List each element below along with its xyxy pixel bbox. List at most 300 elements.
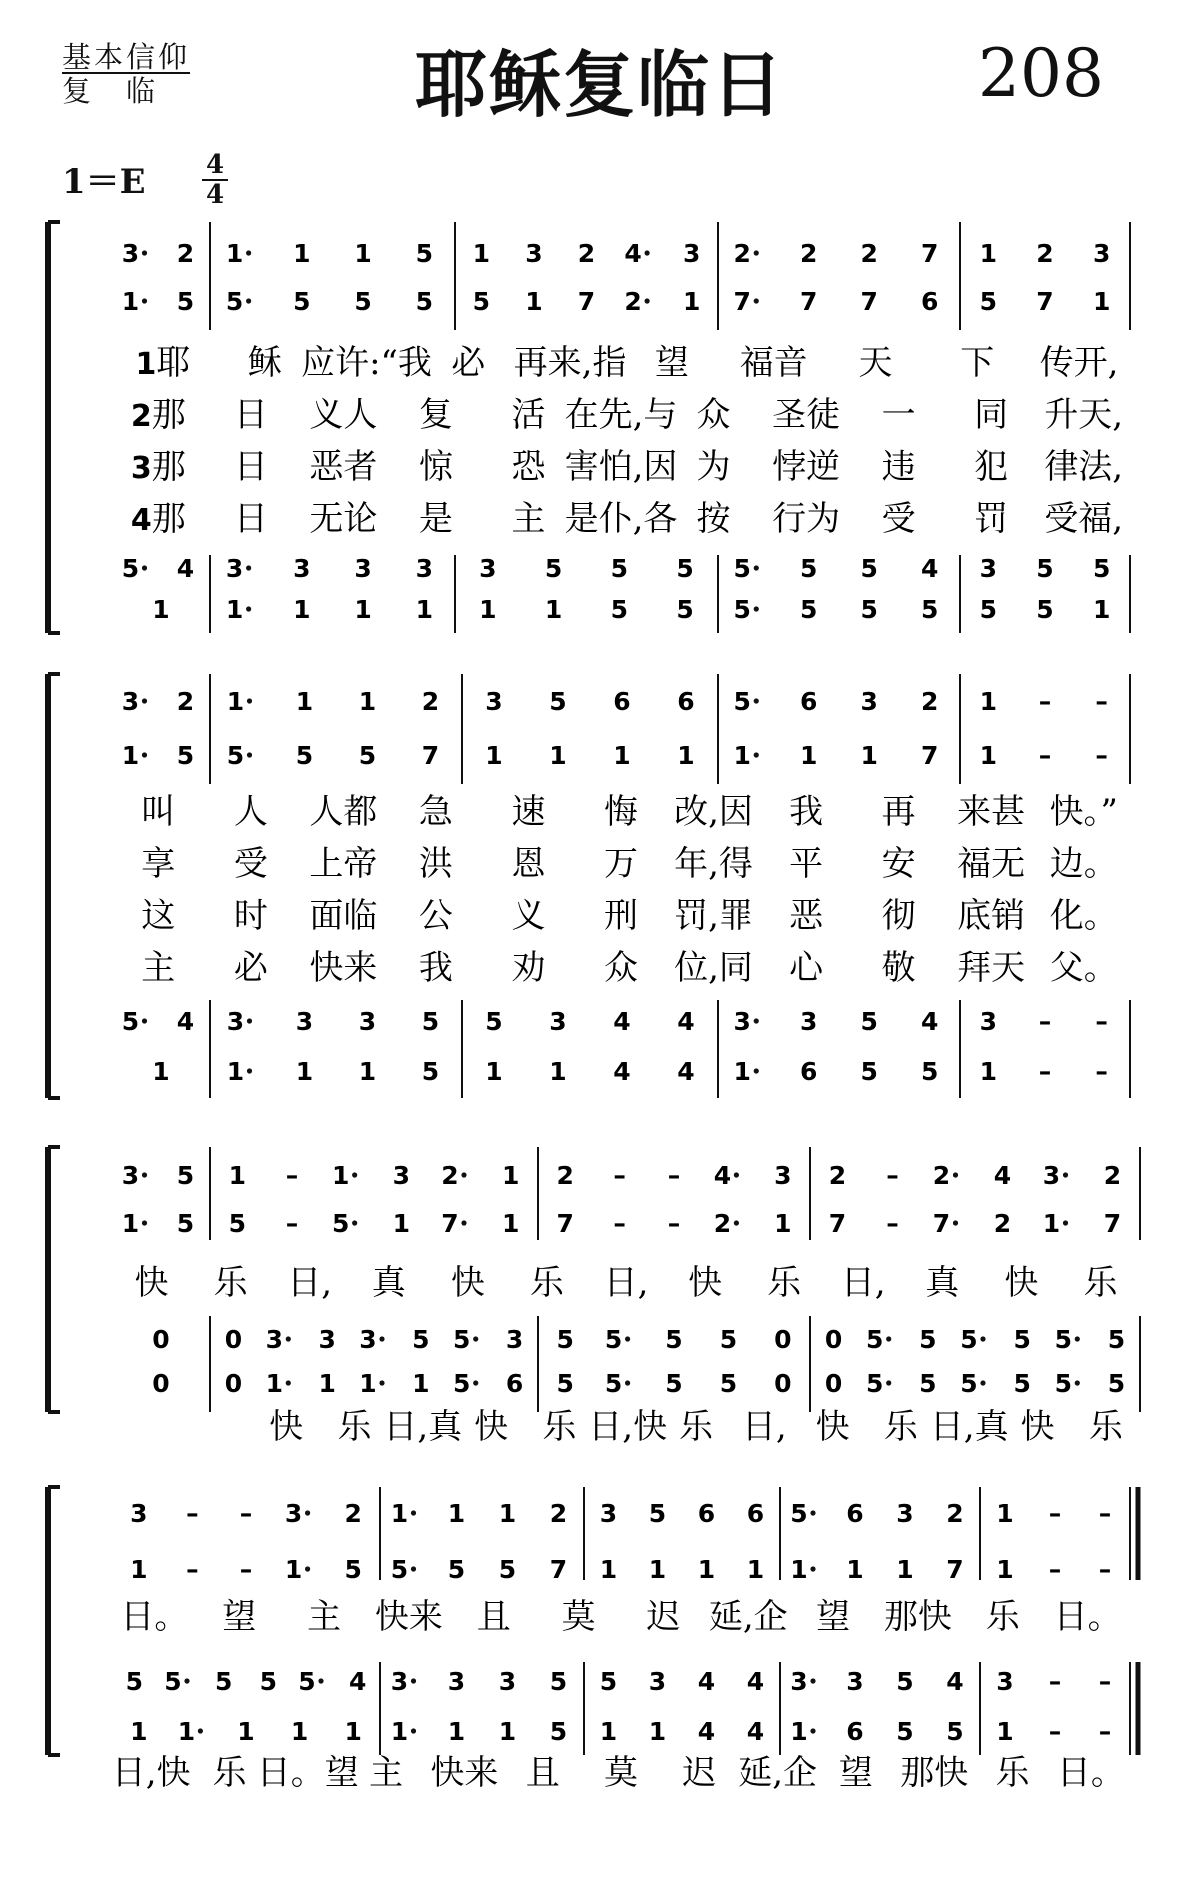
system-3-lyric-upper-9: 日,: [840, 1263, 886, 1303]
system-3-tenor-m1-n4: 5: [412, 1325, 430, 1354]
system-4-tenor-m1-n0: 3: [390, 1667, 409, 1696]
system-1-verse-3-0: [131, 447, 186, 487]
system-3-tenor-m3-n1: 5: [866, 1325, 884, 1354]
system-3-lyric-upper-11: 快: [1004, 1263, 1039, 1303]
system-4-soprano-m1-n1: 1: [447, 1499, 466, 1528]
system-2-tenor-m3-n3: 4: [921, 1007, 939, 1036]
system-2-alto-m3-n0: 1: [733, 741, 751, 770]
system-3-bass-m3-n1-dot: [886, 1380, 891, 1385]
system-2-verse-4-6: 位,同: [674, 948, 753, 988]
system-3-bass-m1-n0: 0: [224, 1369, 243, 1398]
system-3-tenor-m2-n0: 5: [556, 1325, 574, 1354]
system-2-tenor-m2-n1: 3: [549, 1007, 567, 1036]
system-1-verse-1-0: [135, 343, 190, 383]
lyric-text: 那: [151, 447, 186, 487]
system-3-lyric-lower-11: 快: [1020, 1407, 1055, 1447]
system-3-alto-m1-n1: –: [285, 1209, 299, 1238]
system-3-tenor-m1-n1: 3: [265, 1325, 283, 1354]
system-1-tenor-m3-n0-dot: [754, 565, 759, 570]
system-2-bass-m2-n0: 1: [485, 1057, 503, 1086]
system-1-soprano-m3-n2: 2: [860, 239, 878, 268]
system-3-tenor-m2-n2: 5: [665, 1325, 683, 1354]
system-3-lyric-lower-9: 乐: [883, 1407, 918, 1447]
system-2-soprano-m3-n0-dot: [754, 698, 759, 703]
system-3-soprano-m2-n4: 3: [774, 1161, 792, 1190]
system-3-soprano-m1-n3: 3: [392, 1161, 411, 1190]
system-1-tenor-m1-n0: 3: [225, 554, 244, 583]
system-3-bass-m1-n4: 1: [412, 1369, 430, 1398]
system-2-soprano-m3-n0: 5: [733, 687, 751, 716]
system-1-soprano-m0-n0: 3: [121, 239, 140, 268]
system-1-alto-m1-n2: 5: [354, 287, 372, 316]
system-3-bass-m1-n3: 1: [359, 1369, 377, 1398]
system-1-soprano-m1-n0-dot: [246, 250, 251, 255]
system-2-alto-m2-n1: 1: [549, 741, 567, 770]
system-2-alto-m2-n2: 1: [613, 741, 631, 770]
system-2-verse-3-9: 底销: [957, 896, 1026, 936]
system-2-verse-2-1: 受: [233, 844, 268, 884]
system-1-tenor-m1-n3: 3: [415, 554, 434, 583]
system-2-verse-4-8: 敬: [881, 948, 916, 988]
system-2-bass-m2-n3: 4: [677, 1057, 695, 1086]
system-4-alto-m0-n4: 5: [344, 1555, 362, 1584]
system-4-soprano-m1-n3: 2: [549, 1499, 568, 1528]
system-4-bass-m1-n2: 1: [498, 1717, 517, 1746]
system-4-soprano-m4-n2: –: [1098, 1499, 1112, 1528]
system-1-soprano-m1-n2: 1: [354, 239, 372, 268]
system-3-lyric-upper-5: 乐: [529, 1263, 564, 1303]
system-2-verse-2-5: 万: [604, 844, 638, 884]
system-1-bass-m3-n1: 5: [800, 595, 818, 624]
system-2-verse-3-6: 罚,罪: [674, 896, 753, 936]
system-2-tenor-m1-n2: 3: [358, 1007, 377, 1036]
system-1-verse-3-1: 日: [233, 447, 268, 487]
system-4-tenor-m0-n3: 5: [259, 1667, 278, 1696]
system-2-alto-m3-n0-dot: [754, 752, 759, 757]
system-2-tenor-m1-n1: 3: [295, 1007, 314, 1036]
system-3-soprano-m3-n0: 2: [828, 1161, 847, 1190]
system-4-tenor-m1-n0-dot: [411, 1678, 416, 1683]
system-3-lyric-lower-7: 日,: [741, 1407, 787, 1447]
system-3-lyric-upper-10: 真: [925, 1263, 960, 1303]
system-1-verse-1-8: 下: [960, 343, 995, 383]
system-4-tenor-m1-n1: 3: [447, 1667, 466, 1696]
system-1-soprano-m2-n4: 3: [682, 239, 701, 268]
system-1-alto-m2-n2: 7: [577, 287, 596, 316]
system-3-tenor-m2-n4: 0: [774, 1325, 792, 1354]
system-2-verse-4-3: 我: [418, 948, 453, 988]
system-3-bass-m1-n6: 6: [505, 1369, 524, 1398]
system-3-bass-m1-n3-dot: [379, 1380, 384, 1385]
system-1-verse-3-5: 害怕,因: [564, 447, 678, 487]
system-1-alto-m3-n0: 7: [733, 287, 751, 316]
system-2-verse-1-7: 我: [789, 792, 824, 832]
system-4-tenor-m3-n1: 3: [846, 1667, 864, 1696]
system-3-alto-m0-n0: 1: [121, 1209, 140, 1238]
system-2-verse-1-0: 叫: [141, 792, 176, 832]
system-3-soprano-m2-n2: –: [667, 1161, 681, 1190]
lyric-text: 耶: [156, 343, 191, 383]
system-3-tenor-m3-n0: 0: [824, 1325, 843, 1354]
system-3-tenor-m2-n1: 5: [604, 1325, 623, 1354]
system-1-bass-m3-n0-dot: [754, 606, 759, 611]
system-1-soprano-m1-n1: 1: [293, 239, 311, 268]
system-2-soprano-m2-n1: 5: [549, 687, 567, 716]
system-3-lyric-lower-5: 日,快: [588, 1407, 668, 1447]
system-1-tenor-m2-n1: 5: [544, 554, 563, 583]
system-4-alto-m2-n3: 1: [746, 1555, 765, 1584]
system-4-alto-m1-n2: 5: [498, 1555, 517, 1584]
system-4-tenor-m4-n1: –: [1048, 1667, 1062, 1696]
system-3-lyric-upper-4: 快: [450, 1263, 485, 1303]
system-1-tenor-m3-n3: 4: [921, 554, 939, 583]
system-3-soprano-m1-n2-dot: [352, 1172, 357, 1177]
system-2-alto-m0-n0: 1: [121, 741, 140, 770]
system-1-bass-m2-n2: 5: [610, 595, 629, 624]
system-2-soprano-m1-n3: 2: [421, 687, 440, 716]
system-1-verse-4-3: 是: [418, 499, 453, 539]
system-3-lyric-lower-0: 快: [269, 1407, 304, 1447]
system-3-soprano-m3-n4-dot: [1063, 1172, 1068, 1177]
system-2-bass-m4-n0: 1: [979, 1057, 998, 1086]
system-4-tenor-m2-n2: 4: [697, 1667, 716, 1696]
system-2-soprano-m2-n0: 3: [485, 687, 503, 716]
system-1-tenor-m2-n2: 5: [610, 554, 629, 583]
system-3-tenor-m3-n5: 5: [1054, 1325, 1072, 1354]
system-2-bass-m2-n1: 1: [549, 1057, 567, 1086]
system-4-lyric-upper-7: 延,企: [708, 1597, 788, 1637]
system-2-tenor-m0-n0-dot: [142, 1018, 147, 1023]
system-3-lyric-upper-6: 日,: [603, 1263, 649, 1303]
system-2-tenor-m3-n1: 3: [800, 1007, 818, 1036]
system-1-tenor-m1-n0-dot: [246, 565, 251, 570]
system-2-alto-m1-n0-dot: [247, 752, 252, 757]
system-3-tenor-m1-n3-dot: [379, 1336, 384, 1341]
system-3-bass-m3-n3: 5: [960, 1369, 978, 1398]
system-4-alto-m1-n0: 5: [390, 1555, 409, 1584]
system-2-verse-4-4: 劝: [511, 948, 546, 988]
system-4-lyric-upper-11: 日。: [1053, 1597, 1122, 1637]
system-3-bass-m3-n6: 5: [1107, 1369, 1126, 1398]
system-3-bass-m3-n3-dot: [980, 1380, 985, 1385]
system-1-alto-m2-n3-dot: [645, 298, 650, 303]
system-3-soprano-m1-n4-dot: [461, 1172, 466, 1177]
system-3-alto-m1-n0: 5: [228, 1209, 247, 1238]
system-2-verse-3-7: 恶: [789, 896, 824, 936]
system-1-bass-m1-n2: 1: [354, 595, 372, 624]
system-3-tenor-m1-n6: 3: [505, 1325, 524, 1354]
key-signature: 1＝E: [62, 162, 146, 202]
system-4-bass-m0-n4: 1: [344, 1717, 362, 1746]
system-4-soprano-m1-n2: 1: [498, 1499, 517, 1528]
system-4-bass-m2-n0: 1: [599, 1717, 618, 1746]
system-3-soprano-m0-n0: 3: [121, 1161, 140, 1190]
system-3-lyric-upper-2: 日,: [287, 1263, 333, 1303]
system-4-alto-m2-n2: 1: [697, 1555, 716, 1584]
system-2-tenor-m4-n0: 3: [979, 1007, 998, 1036]
system-1-soprano-m0-n0-dot: [142, 250, 147, 255]
system-3-tenor-m3-n1-dot: [886, 1336, 891, 1341]
system-3-bass-m2-n0: 5: [556, 1369, 574, 1398]
system-1-soprano-m4-n0: 1: [979, 239, 998, 268]
system-2-alto-m0-n0-dot: [142, 752, 147, 757]
system-4-soprano-m3-n3: 2: [946, 1499, 964, 1528]
system-1-verse-1-7: 天: [858, 343, 893, 383]
system-4-lyric-lower-3: 主: [369, 1753, 404, 1793]
system-4-alto-m0-n0: 1: [130, 1555, 148, 1584]
system-2-bass-m0-n0: 1: [152, 1057, 170, 1086]
system-4-tenor-m4-n2: –: [1098, 1667, 1112, 1696]
system-4-tenor-m2-n3: 4: [746, 1667, 765, 1696]
system-2-soprano-m1-n2: 1: [358, 687, 377, 716]
system-4-soprano-m2-n3: 6: [746, 1499, 765, 1528]
system-4-tenor-m1-n3: 5: [549, 1667, 568, 1696]
system-4-bass-m0-n0: 1: [130, 1717, 148, 1746]
system-1-verse-4-6: 按: [696, 499, 731, 539]
system-3-tenor-m3-n6: 5: [1107, 1325, 1126, 1354]
system-1-verse-4-8: 受: [881, 499, 916, 539]
system-1-verse-1-3: 必: [451, 343, 486, 383]
system-4-bass-m3-n0: 1: [790, 1717, 808, 1746]
system-2-verse-1-2: 人都: [309, 792, 378, 832]
system-1-tenor-m1-n2: 3: [354, 554, 372, 583]
system-1-bass-m2-n3: 5: [676, 595, 694, 624]
system-2-soprano-m1-n0: 1: [226, 687, 245, 716]
system-1-verse-2-5: 在先,与: [564, 395, 678, 435]
system-2-tenor-m0-n0: 5: [121, 1007, 140, 1036]
system-4-bass-m4-n2: –: [1098, 1717, 1112, 1746]
system-2-soprano-m0-n0: 3: [121, 687, 140, 716]
system-2-verse-3-8: 彻: [881, 896, 916, 936]
system-4-tenor-m3-n2: 5: [896, 1667, 914, 1696]
system-3-alto-m1-n3: 1: [392, 1209, 411, 1238]
system-2-verse-3-0: 这: [141, 896, 176, 936]
system-1-verse-3-6: 为: [696, 447, 731, 487]
system-3-bass-m3-n1: 5: [866, 1369, 884, 1398]
system-3-alto-m3-n5: 7: [1103, 1209, 1122, 1238]
system-4-bass-m0-n1: 1: [177, 1717, 196, 1746]
system-3-alto-m3-n1: –: [886, 1209, 899, 1238]
system-3-alto-m2-n2: –: [667, 1209, 681, 1238]
system-3-lyric-upper-3: 真: [371, 1263, 406, 1303]
system-1-verse-2-8: 一: [881, 395, 916, 435]
system-3-alto-m2-n4: 1: [774, 1209, 792, 1238]
system-1-alto-m1-n0: 5: [225, 287, 244, 316]
system-4-tenor-m4-n0: 3: [996, 1667, 1014, 1696]
system-2-verse-1-6: 改,因: [674, 792, 753, 832]
system-2-bass-m4-n1: –: [1038, 1057, 1052, 1086]
system-3-soprano-m1-n5: 1: [501, 1161, 520, 1190]
system-2-verse-3-1: 时: [233, 896, 268, 936]
system-4-lyric-lower-6: 莫: [604, 1753, 638, 1793]
system-4-tenor-m3-n0-dot: [810, 1678, 815, 1683]
system-1-soprano-m0-n1: 2: [176, 239, 195, 268]
system-1-verse-4-4: 主: [511, 499, 546, 539]
system-4-lyric-upper-0: 日。: [120, 1597, 189, 1637]
system-1-verse-3-4: 恐: [511, 447, 546, 487]
system-1-verse-2-1: 日: [233, 395, 268, 435]
system-3-bass-m2-n3: 5: [719, 1369, 738, 1398]
system-3-tenor-m1-n3: 3: [359, 1325, 377, 1354]
system-2-verse-2-7: 平: [789, 844, 824, 884]
system-1-tenor-m4-n0: 3: [979, 554, 998, 583]
system-1-alto-m2-n1: 1: [525, 287, 543, 316]
system-4-soprano-m0-n1: –: [186, 1499, 199, 1528]
system-3-lyric-lower-12: 乐: [1088, 1407, 1123, 1447]
system-3-soprano-m1-n2: 1: [331, 1161, 350, 1190]
system-2-alto-m4-n1: –: [1038, 741, 1052, 770]
system-2-alto-m4-n0: 1: [979, 741, 998, 770]
system-2-verse-4-9: 拜天: [957, 948, 1026, 988]
system-3-tenor-m1-n1-dot: [286, 1336, 291, 1341]
system-3-lyric-upper-0: 快: [134, 1263, 169, 1303]
system-2-soprano-m1-n0-dot: [247, 698, 252, 703]
system-4-bass-m1-n1: 1: [447, 1717, 466, 1746]
system-1-bass-m3-n2: 5: [860, 595, 878, 624]
system-1-alto-m3-n1: 7: [800, 287, 818, 316]
system-1-alto-m4-n0: 5: [979, 287, 998, 316]
system-2-tenor-m2-n2: 4: [613, 1007, 631, 1036]
system-2-soprano-m3-n3: 2: [921, 687, 939, 716]
system-2-verse-2-3: 洪: [418, 844, 453, 884]
system-4-alto-m2-n1: 1: [648, 1555, 667, 1584]
system-3-bass-m2-n1: 5: [604, 1369, 623, 1398]
system-4-lyric-lower-2: 日。望: [256, 1753, 359, 1793]
system-2-bass-m1-n2: 1: [358, 1057, 377, 1086]
system-3-bass-m1-n1-dot: [286, 1380, 291, 1385]
system-4-lyric-upper-3: 快来: [374, 1597, 443, 1637]
system-4-bass-m0-n2: 1: [237, 1717, 255, 1746]
system-1-bass-m2-n1: 1: [544, 595, 563, 624]
system-1-bass-m1-n1: 1: [293, 595, 311, 624]
system-1-verse-2-6: 众: [696, 395, 731, 435]
system-4-tenor-m3-n3: 4: [946, 1667, 964, 1696]
system-3-tenor-m1-n5: 5: [453, 1325, 471, 1354]
system-3-alto-m1-n2: 5: [331, 1209, 350, 1238]
system-3-soprano-m1-n1: –: [285, 1161, 299, 1190]
system-4-alto-m4-n0: 1: [996, 1555, 1014, 1584]
system-3-lyric-upper-7: 快: [688, 1263, 723, 1303]
system-4-alto-m3-n1: 1: [846, 1555, 864, 1584]
system-4-alto-m0-n2: –: [239, 1555, 253, 1584]
system-1-bass-m2-n0: 1: [479, 595, 497, 624]
system-4-tenor-m0-n4-dot: [318, 1678, 323, 1683]
verse-number: 3: [130, 451, 152, 486]
system-2-tenor-m1-n0-dot: [247, 1018, 252, 1023]
system-3-soprano-m2-n0: 2: [556, 1161, 574, 1190]
system-2-tenor-m4-n2: –: [1095, 1007, 1108, 1036]
system-3-alto-m0-n1: 5: [176, 1209, 195, 1238]
system-1-verse-3-9: 犯: [974, 447, 1009, 487]
system-2-verse-4-10: 父。: [1049, 948, 1118, 988]
system-4-soprano-m1-n0-dot: [411, 1510, 416, 1515]
system-2-alto-m1-n3: 7: [421, 741, 440, 770]
system-2-verse-1-10: 快。”: [1049, 792, 1118, 832]
system-3-soprano-m2-n1: –: [613, 1161, 626, 1190]
system-2-soprano-m4-n2: –: [1095, 687, 1108, 716]
time-signature-bottom: 4: [205, 180, 225, 210]
system-1-bass-m4-n2: 1: [1092, 595, 1111, 624]
system-1-bass-m1-n0-dot: [246, 606, 251, 611]
system-4-bass-m1-n3: 5: [549, 1717, 568, 1746]
system-2-alto-m3-n1: 1: [800, 741, 818, 770]
system-4-soprano-m0-n3: 3: [284, 1499, 303, 1528]
system-1-alto-m0-n0: 1: [121, 287, 140, 316]
system-3-tenor-m3-n5-dot: [1075, 1336, 1080, 1341]
system-4-lyric-lower-1: 乐: [212, 1753, 247, 1793]
system-3-tenor-m3-n4: 5: [1013, 1325, 1031, 1354]
system-2-tenor-m0-n1: 4: [176, 1007, 195, 1036]
system-1-soprano-m3-n3: 7: [921, 239, 939, 268]
system-1-bass-m3-n0: 5: [733, 595, 751, 624]
system-3-soprano-m3-n2-dot: [953, 1172, 958, 1177]
system-1-tenor-m0-n1: 4: [176, 554, 195, 583]
system-1-tenor-m1-n1: 3: [293, 554, 311, 583]
system-1-alto-m2-n3: 2: [624, 287, 642, 316]
system-2-soprano-m3-n1: 6: [800, 687, 818, 716]
system-4-lyric-upper-9: 那快: [883, 1597, 952, 1637]
system-1-soprano-m2-n3: 4: [624, 239, 642, 268]
system-2-bass-m3-n0: 1: [733, 1057, 751, 1086]
system-4-alto-m0-n1: –: [186, 1555, 199, 1584]
system-4-lyric-upper-4: 且: [476, 1597, 511, 1637]
system-2-verse-3-3: 公: [418, 896, 453, 936]
system-4-alto-m1-n0-dot: [411, 1566, 416, 1571]
system-2-verse-4-1: 必: [233, 948, 268, 988]
system-4-bass-m4-n0: 1: [996, 1717, 1014, 1746]
system-4-alto-m3-n0: 1: [790, 1555, 808, 1584]
system-3-tenor-m2-n1-dot: [625, 1336, 630, 1341]
subcategory-name: 复 临: [62, 74, 159, 108]
system-3-alto-m3-n2-dot: [953, 1220, 958, 1225]
system-1-bass-m1-n0: 1: [225, 595, 244, 624]
system-1-alto-m0-n0-dot: [142, 298, 147, 303]
category-name: 基本信仰: [62, 40, 191, 74]
system-4-bass-m0-n1-dot: [198, 1728, 203, 1733]
system-2-verse-1-8: 再: [881, 792, 916, 832]
system-2-bass-m3-n2: 5: [860, 1057, 878, 1086]
system-3-bass-m1-n1: 1: [265, 1369, 283, 1398]
system-1-verse-4-5: 是仆,各: [564, 499, 678, 539]
system-2-alto-m0-n1: 5: [176, 741, 195, 770]
system-3-bass-m2-n2: 5: [665, 1369, 683, 1398]
system-3-soprano-m2-n3-dot: [734, 1172, 739, 1177]
system-4-lyric-lower-12: 日。: [1056, 1753, 1125, 1793]
system-1-bass-m1-n3: 1: [415, 595, 434, 624]
system-3-alto-m1-n2-dot: [352, 1220, 357, 1225]
system-2-verse-3-2: 面临: [309, 896, 378, 936]
system-4-soprano-m2-n1: 5: [648, 1499, 667, 1528]
system-4-tenor-m0-n0: 5: [125, 1667, 144, 1696]
system-3-alto-m1-n4-dot: [461, 1220, 466, 1225]
system-3-alto-m2-n3-dot: [734, 1220, 739, 1225]
system-3-bass-m3-n5: 5: [1054, 1369, 1072, 1398]
system-4-bass-m2-n2: 4: [697, 1717, 716, 1746]
system-4-soprano-m3-n0-dot: [810, 1510, 815, 1515]
system-3-soprano-m3-n3: 4: [993, 1161, 1012, 1190]
system-4-tenor-m0-n1-dot: [184, 1678, 189, 1683]
system-4-lyric-lower-5: 且: [525, 1753, 560, 1793]
lyric-text: 那: [151, 395, 186, 435]
system-3-bass-m0-n0: 0: [152, 1369, 170, 1398]
system-4-soprano-m2-n0: 3: [599, 1499, 618, 1528]
system-4-bass-m0-n3: 1: [290, 1717, 309, 1746]
system-1-verse-2-0: [131, 395, 186, 435]
system-2-tenor-m3-n0-dot: [754, 1018, 759, 1023]
system-4-bass-m4-n1: –: [1048, 1717, 1062, 1746]
system-2-tenor-m3-n0: 3: [733, 1007, 751, 1036]
system-4-soprano-m3-n0: 5: [790, 1499, 808, 1528]
